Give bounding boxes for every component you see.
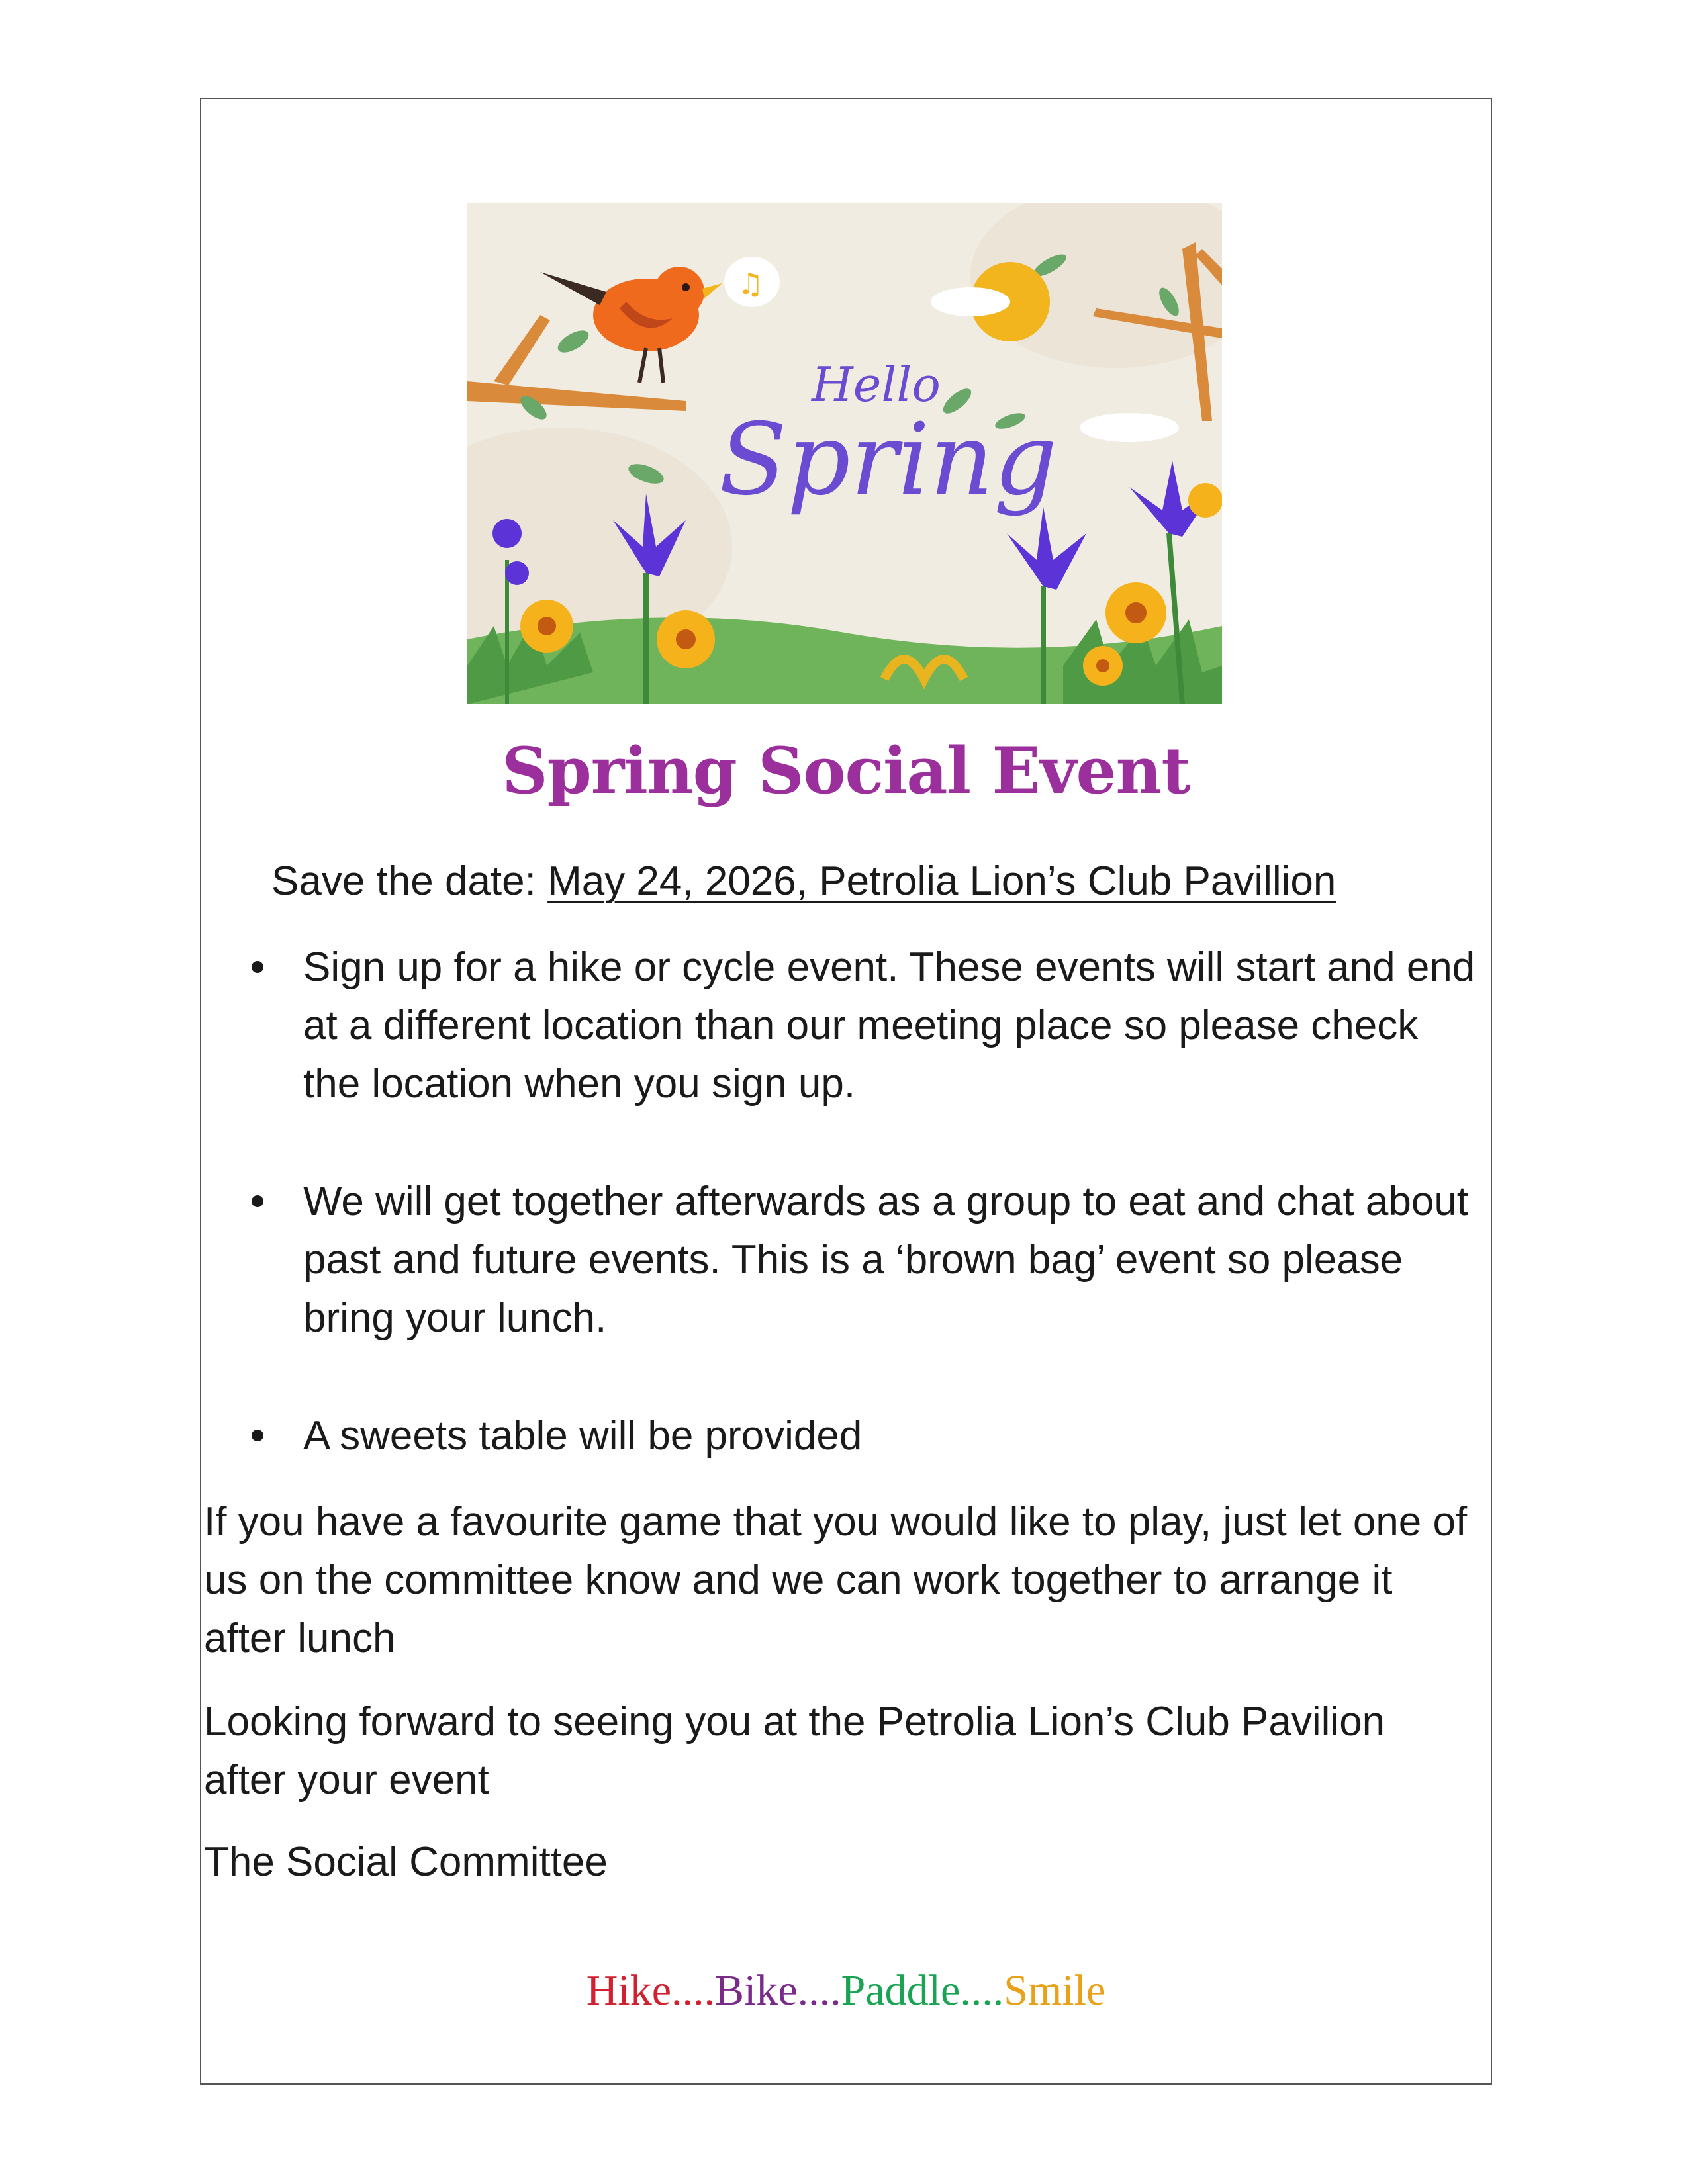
- list-item-text: A sweets table will be provided: [303, 1413, 863, 1459]
- looking-forward-paragraph: Looking forward to seeing you at the Petrolia Lion’s Club Pavilion after your event: [204, 1699, 1385, 1803]
- signature: The Social Committee: [204, 1839, 608, 1885]
- motto-smile: Smile: [1004, 1966, 1106, 2015]
- spring-scene-image: [467, 203, 1222, 704]
- favourite-game-paragraph: If you have a favourite game that you would like to play, just let one of us on the committee know and we can work together to arrange it after lunch: [204, 1499, 1468, 1661]
- hello-spring-illustration: [467, 203, 1222, 704]
- svg-text:♫: ♫: [737, 267, 764, 301]
- hero-hello-text: Hello: [812, 357, 941, 412]
- list-item-text: Sign up for a hike or cycle event. These events will start and end at a different location than our meeting place so please check the location when you sign up.: [303, 944, 1476, 1107]
- bullet-icon: [252, 1195, 263, 1207]
- hero-spring-text: Spring: [719, 402, 1058, 518]
- motto-bike: Bike: [714, 1966, 798, 2015]
- event-details-list: [252, 938, 1483, 1465]
- page-title: Spring Social Event: [502, 733, 1190, 808]
- music-note-icon: [724, 257, 780, 307]
- list-item: [252, 938, 1483, 1113]
- motto-separator: ....: [960, 1966, 1004, 2015]
- list-item: [252, 1173, 1483, 1347]
- motto-hike: Hike: [586, 1966, 671, 2015]
- list-item-text: We will get together afterwards as a group to eat and chat about past and future events. This is a ‘brown bag’ event so please bring your lunch.: [303, 1179, 1469, 1341]
- bullet-icon: [252, 1430, 263, 1441]
- motto-separator: ....: [671, 1966, 715, 2015]
- motto-separator: ....: [797, 1966, 841, 2015]
- save-the-date: [271, 858, 1336, 905]
- bullet-icon: [252, 961, 263, 973]
- event-date-location: May 24, 2026, Petrolia Lion’s Club Pavillion: [547, 858, 1336, 904]
- list-item: [252, 1407, 1483, 1465]
- motto-paddle: Paddle: [841, 1966, 961, 2015]
- motto: [200, 1966, 1492, 2016]
- save-the-date-label: Save the date:: [271, 858, 548, 904]
